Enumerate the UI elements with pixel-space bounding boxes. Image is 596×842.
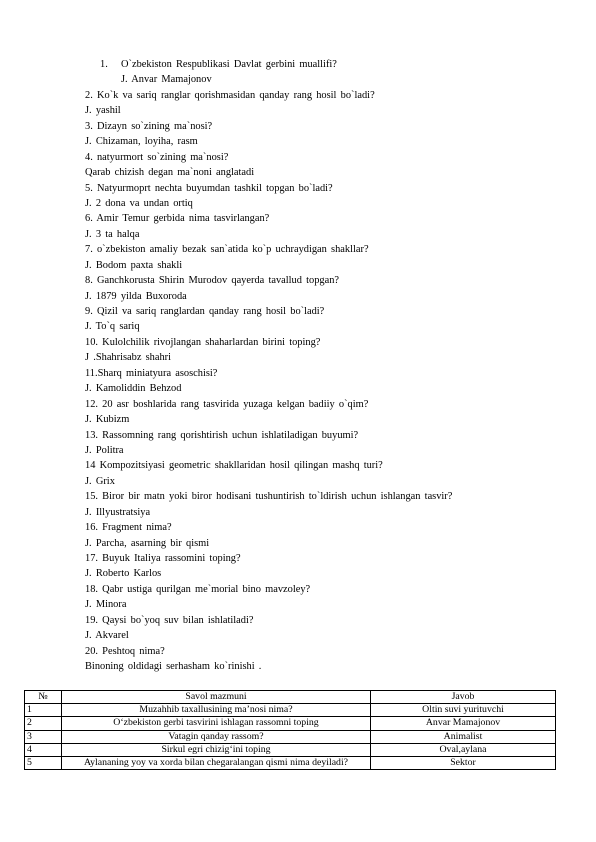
- row-question: O‘zbekiston gerbi tasvirini ishlagan rassomni toping: [62, 717, 371, 730]
- answer-line: J. To`q sariq: [85, 321, 140, 333]
- answer-line: J. 2 dona va undan ortiq: [85, 197, 193, 209]
- row-answer: Animalist: [371, 730, 556, 743]
- question-line: 17. Buyuk Italiya rassomini toping?: [85, 553, 241, 564]
- row-answer: Oval,aylana: [371, 743, 556, 756]
- row-number: 2: [25, 717, 62, 730]
- question-line: [0, 57, 596, 72]
- answer-line: J. Roberto Karlos: [85, 568, 162, 580]
- answer-line: J. Politra: [85, 444, 124, 456]
- question-line: 4. natyurmort so`zining ma`nosi?: [85, 151, 229, 163]
- answer-line: J. 3 ta halqa: [85, 228, 140, 240]
- question-line: 3. Dizayn so`zining ma`nosi?: [85, 120, 213, 132]
- row-number: 1: [25, 704, 62, 717]
- answer-line: J. Kubizm: [85, 414, 130, 426]
- question-line: 2. Ko`k va sariq ranglar qorishmasidan qanday rang hosil bo`ladi?: [85, 89, 375, 101]
- answer-line: J. Bodom paxta shakli: [85, 259, 183, 271]
- answer-line: Binoning oldidagi serhasham ko`rinishi .: [85, 661, 262, 673]
- row-number: 4: [25, 743, 62, 756]
- question-line: 20. Peshtoq nima?: [85, 645, 165, 657]
- row-question: Vatagin qanday rassom?: [62, 730, 371, 743]
- answer-line: J. yashil: [85, 105, 121, 117]
- quiz-table: [24, 690, 556, 770]
- list-number: 1.: [100, 59, 108, 70]
- answer-line: Qarab chizish degan ma`noni anglatadi: [85, 167, 255, 179]
- question-line: 13. Rassomning rang qorishtirish uchun ishlatiladigan buyumi?: [85, 429, 359, 441]
- table-row: [25, 717, 556, 730]
- column-header-question: Savol mazmuni: [62, 691, 371, 704]
- answer-line: J. Chizaman, loyiha, rasm: [85, 136, 198, 148]
- question-line: 19. Qaysi bo`yoq suv bilan ishlatiladi?: [85, 614, 254, 626]
- question-line: 10. Kulolchilik rivojlangan shaharlardan birini toping?: [85, 336, 321, 348]
- column-header-answer: Javob: [371, 691, 556, 704]
- table-header-row: [25, 691, 556, 704]
- row-answer: Oltin suvi yurituvchi: [371, 704, 556, 717]
- answer-line: J. Minora: [85, 599, 127, 611]
- question-list: [0, 57, 596, 675]
- question-line: 15. Biror bir matn yoki biror hodisani tushuntirish to`ldirish uchun ishlangan tasvir?: [85, 491, 453, 503]
- table-row: [25, 757, 556, 770]
- table-row: [25, 743, 556, 756]
- answer-line: J. 1879 yilda Buxoroda: [85, 290, 187, 302]
- answer-line: J .Shahrisabz shahri: [85, 352, 172, 364]
- answer-line: J. Illyustratsiya: [85, 506, 151, 518]
- question-line: 16. Fragment nima?: [85, 522, 172, 534]
- question-line: 18. Qabr ustiga qurilgan me`morial bino mavzoley?: [85, 583, 311, 595]
- table-row: [25, 704, 556, 717]
- answer-line: J. Anvar Mamajonov: [121, 74, 212, 86]
- question-line: 8. Ganchkorusta Shirin Murodov qayerda tavallud topgan?: [85, 275, 340, 287]
- question-line: 12. 20 asr boshlarida rang tasvirida yuzaga kelgan badiiy o`qim?: [85, 398, 369, 410]
- row-question: Sirkul egri chizig‘ini toping: [62, 743, 371, 756]
- row-question: Aylananing yoy va xorda bilan chegaralangan qismi nima deyiladi?: [62, 757, 371, 770]
- question-line: 11.Sharq miniatyura asoschisi?: [85, 367, 218, 379]
- row-question: Muzahhib taxallusining ma’nosi nima?: [62, 704, 371, 717]
- question-line: 7. o`zbekiston amaliy bezak san`atida ko`p uchraydigan shakllar?: [85, 244, 369, 256]
- row-answer: Anvar Mamajonov: [371, 717, 556, 730]
- answer-line: J. Grix: [85, 475, 115, 487]
- answer-line: J. Akvarel: [85, 630, 129, 642]
- row-number: 3: [25, 730, 62, 743]
- row-number: 5: [25, 757, 62, 770]
- question-line: 5. Natyurmoprt nechta buyumdan tashkil topgan bo`ladi?: [85, 182, 333, 194]
- table-row: [25, 730, 556, 743]
- question-text: O`zbekiston Respublikasi Davlat gerbini muallifi?: [121, 59, 337, 70]
- question-line: 6. Amir Temur gerbida nima tasvirlangan?: [85, 213, 270, 225]
- row-answer: Sektor: [371, 757, 556, 770]
- answer-line: J. Kamoliddin Behzod: [85, 383, 182, 395]
- column-header-number: №: [25, 691, 62, 704]
- question-line: 9. Qizil va sariq ranglardan qanday rang hosil bo`ladi?: [85, 306, 325, 317]
- answer-line: J. Parcha, asarning bir qismi: [85, 537, 210, 549]
- question-line: 14 Kompozitsiyasi geometric shakllaridan hosil qilingan mashq turi?: [85, 460, 383, 472]
